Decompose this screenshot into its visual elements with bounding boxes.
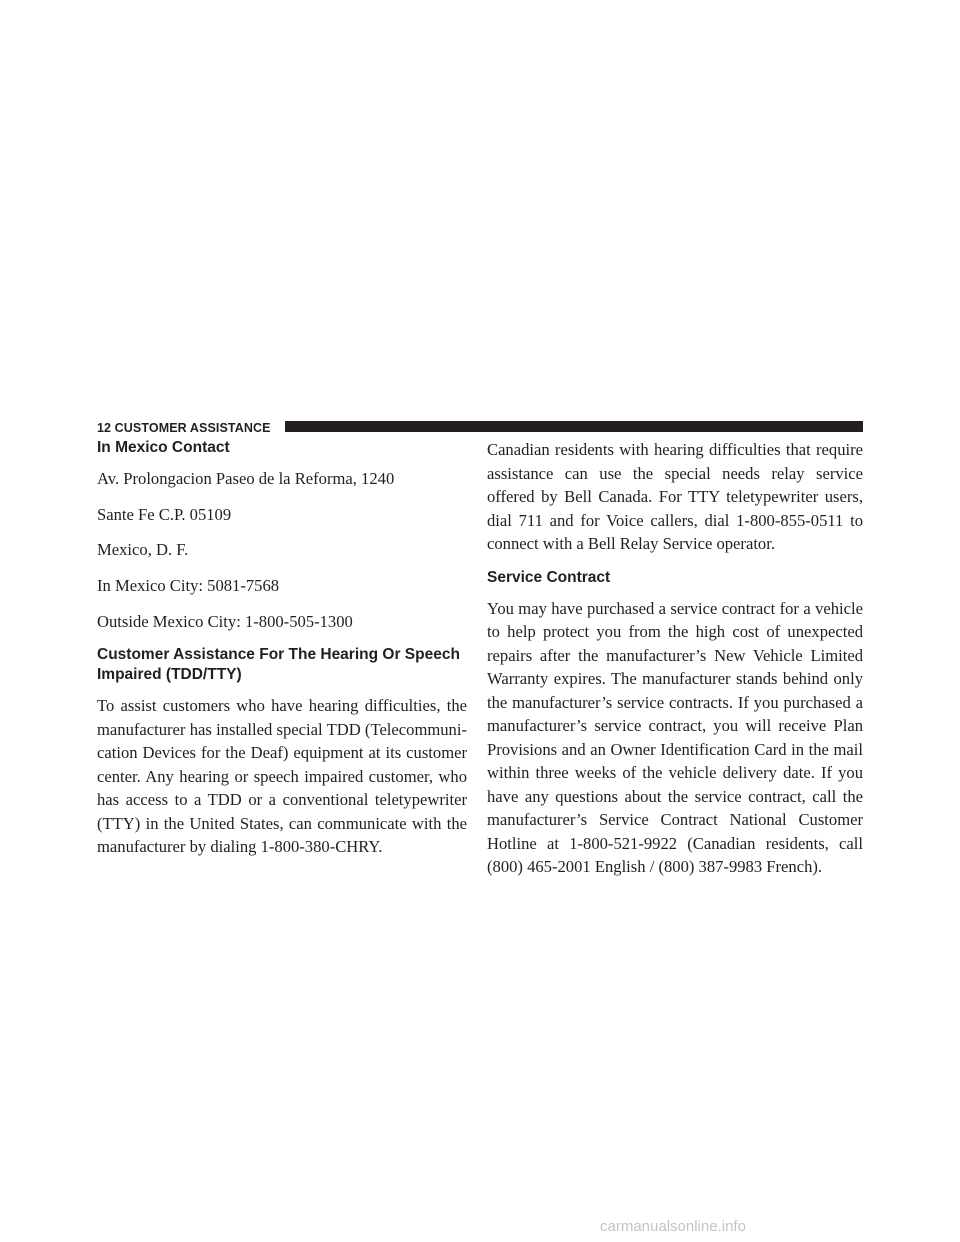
right-column [487,438,863,879]
address-line: In Mexico City: 5081-7568 [97,576,280,596]
tdd-tty-heading: Customer Assistance For The Hearing Or Speech Impaired (TDD/TTY) [97,646,460,684]
service-contract-paragraph: You may have purchased a service contract for a vehicle to help protect you from the high cost of unexpected repairs after the manufacturer’s New Vehicle Limited Warranty expires. The manufacturer stands behind only the manufacturer’s service contracts. If you purchased a manufacturer’s service contract, you will receive Plan Provisions and an Owner Identification Card in the mail within three weeks of the vehicle delivery date. If you have any questions about the service contract, call the manufacturer’s Service Contract National Customer Hotline at 1-800-521-9922 (Canadian residents, call (800) 465-2001 English / (800) 387-9983 French). [487,598,863,876]
canada-relay-paragraph: Canadian residents with hearing difficulties that require assistance can use the special needs relay service offered by Bell Canada. For TTY teletypewriter users, dial 711 and for Voice callers, dial 1-800-855-0511 to connect with a Bell Relay Service operator. [487,440,863,553]
header-rule-bar [285,421,863,432]
left-column [97,438,467,859]
service-contract-heading: Service Contract [487,568,611,586]
address-line: Sante Fe C.P. 05109 [97,504,232,524]
address-line: Av. Prolongacion Paseo de la Reforma, 1240 [97,469,395,488]
page-number-section-label: 12 CUSTOMER ASSISTANCE [97,421,271,435]
site-watermark: carmanualsonline.info [600,1218,746,1235]
mexico-contact-heading: In Mexico Contact [97,439,230,456]
address-line: Mexico, D. F. [97,540,189,560]
address-line: Outside Mexico City: 1-800-505-1300 [97,611,353,631]
page-header [97,418,863,436]
tdd-tty-paragraph: To assist customers who have hearing difficulties, the manufacturer has installed special TDD (Telecommuni-cation Devices for the Deaf) equipment at its customer center. Any hearing or speech impaired customer, who has access to a TDD or a conventional teletypewriter (TTY) in the United States, can communicate with the manufacturer by dialing 1-800-380-CHRY. [97,696,467,857]
